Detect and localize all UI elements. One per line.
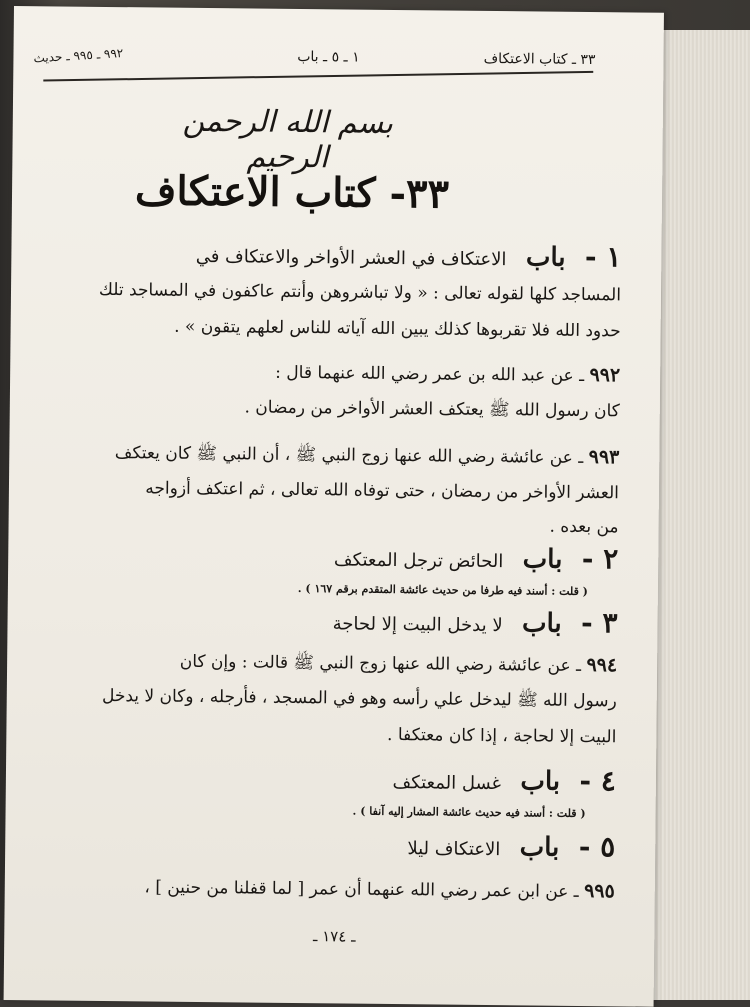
text-line: من بعده . <box>549 516 619 538</box>
section-word: باب <box>525 242 566 273</box>
text-line: حدود الله فلا تقربوها كذلك يبين الله آياته للناس لعلهم يتقون » . <box>174 316 621 342</box>
hadith-number: ٩٩٥ <box>584 880 615 903</box>
section-heading-4 <box>26 758 616 798</box>
book-page <box>4 6 664 1007</box>
hadith-text: ـ عن عائشة رضي الله عنها زوج النبي ﷺ ، أن النبي ﷺ كان يعتكف <box>114 443 584 468</box>
section-heading-3 <box>27 600 617 640</box>
section-word: باب <box>521 608 562 639</box>
hadith-text: ـ عن عبد الله بن عمر رضي الله عنهما قال : <box>275 362 585 386</box>
hadith-number: ٩٩٤ <box>586 654 618 677</box>
hadith-text: ـ عن عائشة رضي الله عنها زوج النبي ﷺ قالت : وإن كان <box>179 651 582 676</box>
hadith-994-line <box>27 642 617 682</box>
hadith-992-line <box>30 352 620 392</box>
hadith-number: ٩٩٣ <box>588 446 620 469</box>
header-chapter: ٣٣ ـ كتاب الاعتكاف <box>483 50 596 69</box>
section-word: باب <box>522 544 563 575</box>
text-line: البيت إلا لحاجة ، إذا كان معتكفا . <box>386 724 617 748</box>
section-heading-5 <box>25 824 615 864</box>
section-number: ١ - <box>584 239 622 274</box>
section-title: الحائض ترجل المعتكف <box>333 549 504 573</box>
header-hadith-range: ٩٩٢ ـ ٩٩٥ ـ حديث <box>33 46 124 66</box>
section-word: باب <box>520 766 561 797</box>
section-title: الاعتكاف في العشر الأواخر والاعتكاف في <box>195 245 507 271</box>
editor-note: ( قلت : أسند فيه طرفا من حديث عائشة المتقدم برقم ١٦٧ ) . <box>297 582 588 599</box>
section-word: باب <box>519 832 560 863</box>
hadith-text: ـ عن ابن عمر رضي الله عنهما أن عمر [ لما قفلنا من حنين ] ، <box>144 877 579 902</box>
page-number: ـ ١٧٤ ـ <box>312 927 356 946</box>
text-line: رسول الله ﷺ ليدخل علي رأسه وهو في المسجد ، فأرجله ، وكان لا يدخل <box>101 685 617 712</box>
header-bab-ref: ١ ـ ٥ ـ باب <box>297 48 360 66</box>
text-line: كان رسول الله ﷺ يعتكف العشر الأواخر من رمضان . <box>244 397 620 422</box>
text-line: المساجد كلها لقوله تعالى : « ولا تباشروهن وأنتم عاكفون في المساجد تلك <box>98 279 622 306</box>
section-number: ٥ - <box>578 829 616 864</box>
basmala: بسم الله الرحمن الرحيم <box>182 103 394 176</box>
text-line: العشر الأواخر من رمضان ، حتى توفاه الله تعالى ، ثم اعتكف أزواجه <box>145 478 620 504</box>
book-title: ٣٣- كتاب الاعتكاف <box>134 167 450 218</box>
section-heading-2 <box>28 536 618 576</box>
section-title: الاعتكاف ليلا <box>407 838 501 861</box>
hadith-993-line <box>29 434 619 474</box>
section-title: غسل المعتكف <box>392 772 502 795</box>
editor-note: ( قلت : أسند فيه حديث عائشة المشار إليه آنفا ) . <box>352 804 586 821</box>
hadith-number: ٩٩٢ <box>589 364 621 387</box>
section-number: ٤ - <box>579 763 617 798</box>
section-title: لا يدخل البيت إلا لحاجة <box>332 613 503 637</box>
section-heading-1 <box>31 234 621 274</box>
section-number: ٣ - <box>580 605 618 640</box>
hadith-995-line <box>25 868 615 908</box>
section-number: ٢ - <box>581 541 619 576</box>
